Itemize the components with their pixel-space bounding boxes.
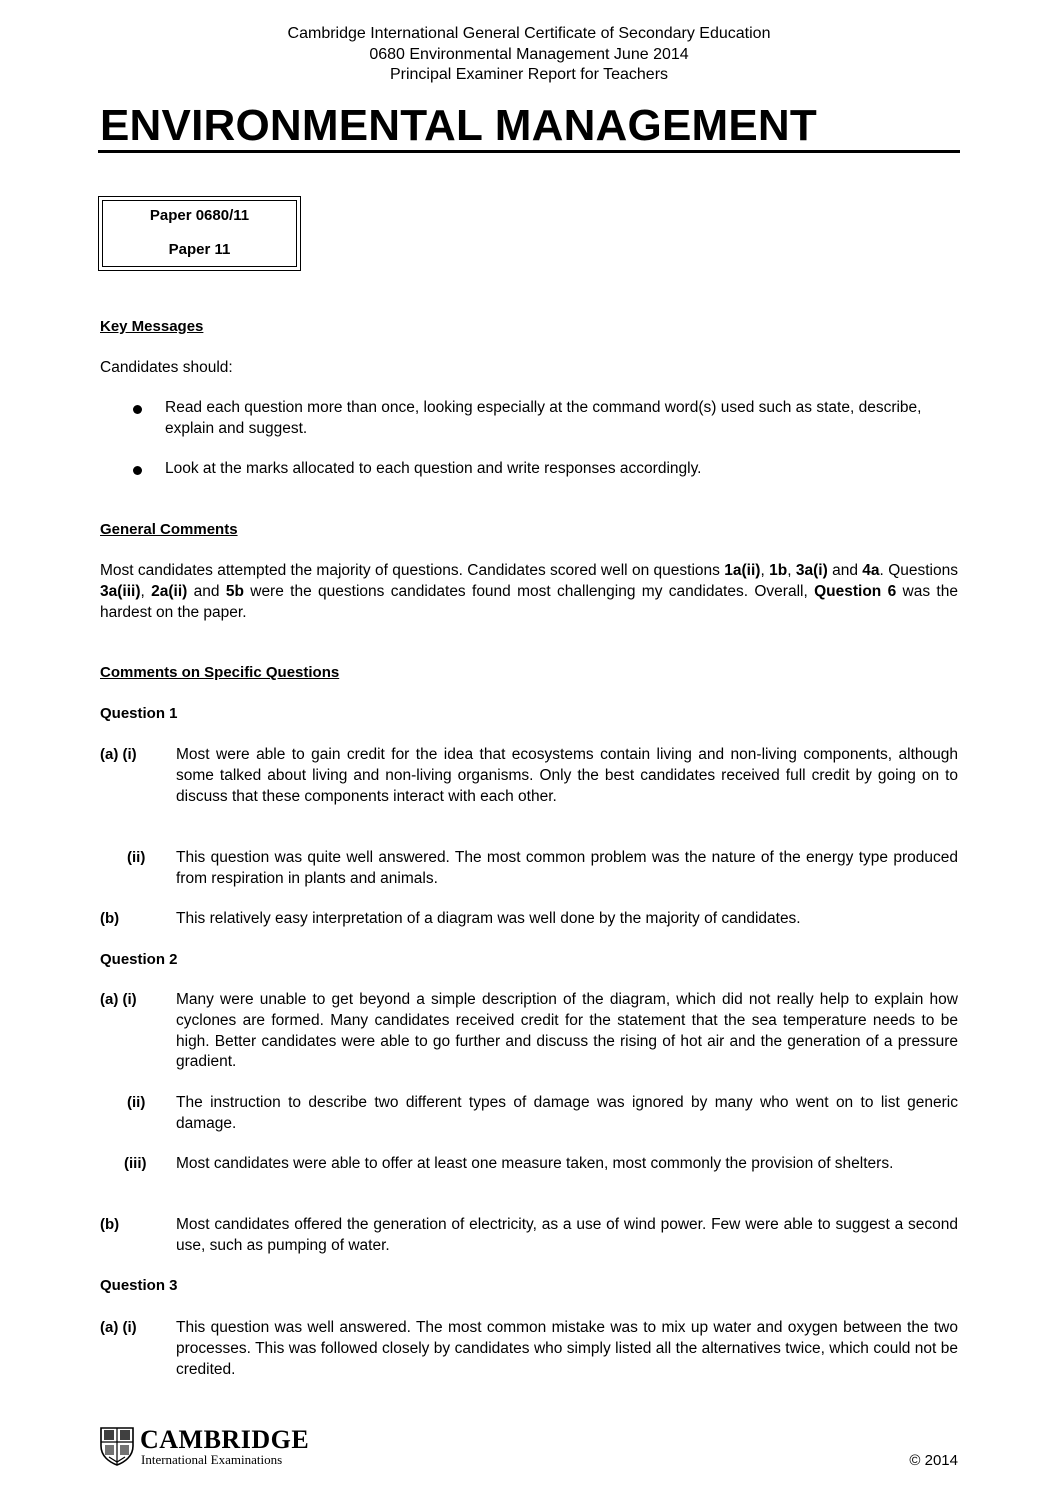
bullet-icon <box>133 466 142 475</box>
copyright-notice: © 2014 <box>909 1452 958 1469</box>
logo-wordmark: CAMBRIDGE <box>140 1425 310 1454</box>
q2-a-ii-label: (ii) <box>127 1094 146 1111</box>
q2-a-i-label: (a) (i) <box>100 991 137 1008</box>
q2-a-ii-text: The instruction to describe two different types of damage was ignored by many who went on to list generic damage. <box>176 1094 958 1132</box>
key-message-bullet-1: Read each question more than once, looking especially at the command word(s) used such as state, describe, explain and suggest. <box>165 399 922 437</box>
question-3-heading: Question 3 <box>100 1277 178 1294</box>
key-messages-heading: Key Messages <box>100 318 204 335</box>
crest-icon <box>100 1426 134 1466</box>
logo-subtitle: International Examinations <box>141 1452 283 1467</box>
q2-a-iii-text: Most candidates were able to offer at least one measure taken, most commonly the provision of shelters. <box>176 1155 894 1172</box>
page-title: ENVIRONMENTAL MANAGEMENT <box>100 101 817 150</box>
q1-a-i-label: (a) (i) <box>100 746 137 763</box>
general-comments-heading: General Comments <box>100 521 238 538</box>
q2-b-text: Most candidates offered the generation of electricity, as a use of wind power. Few were able to suggest a second use, such as pumping of water. <box>176 1216 958 1254</box>
specific-questions-heading: Comments on Specific Questions <box>100 664 340 681</box>
q3-a-i-text: This question was well answered. The most common mistake was to mix up water and oxygen between the two processes. This was followed closely by candidates who simply listed all the alternatives twice, which could not be credited. <box>176 1319 958 1378</box>
q2-a-iii-label: (iii) <box>124 1155 147 1172</box>
q1-a-ii-label: (ii) <box>127 849 146 866</box>
question-1-heading: Question 1 <box>100 705 178 722</box>
q2-a-i-text: Many were unable to get beyond a simple description of the diagram, which did not really help to explain how cyclones are formed. Many candidates received credit for the statement that the sea temperature needs to be high. Better candidates were able to go further and discuss the rising of hot air and the generation of a pressure gradient. <box>176 991 958 1071</box>
question-2-heading: Question 2 <box>100 951 178 968</box>
header-line-1: Cambridge International General Certificate of Secondary Education <box>287 25 771 42</box>
paper-number: Paper 11 <box>168 241 231 258</box>
header-line-2: 0680 Environmental Management June 2014 <box>369 45 689 63</box>
key-messages-intro: Candidates should: <box>100 359 233 376</box>
report-header <box>0 24 1058 86</box>
q3-a-i-label: (a) (i) <box>100 1319 137 1336</box>
cambridge-logo <box>100 1426 320 1468</box>
key-message-bullet-2: Look at the marks allocated to each question and write responses accordingly. <box>165 460 702 477</box>
bullet-icon <box>133 405 142 414</box>
paper-code: Paper 0680/11 <box>149 207 250 224</box>
title-divider <box>98 150 960 153</box>
q1-a-ii-text: This question was quite well answered. The most common problem was the nature of the energy type produced from respiration in plants and animals. <box>176 849 958 887</box>
q1-b-label: (b) <box>100 910 120 927</box>
q1-b-text: This relatively easy interpretation of a diagram was well done by the majority of candidates. <box>176 910 801 927</box>
header-line-3: Principal Examiner Report for Teachers <box>389 66 669 83</box>
general-comments-text: Most candidates attempted the majority of questions. Candidates scored well on questions 1a(ii), 1b, 3a(i) and 4a. Questions 3a(iii), 2a(ii) and 5b were the questions candidates found most challenging my candidates. Overall, Question 6 was the hardest on the paper. <box>100 562 958 621</box>
q1-a-i-text: Most were able to gain credit for the idea that ecosystems contain living and non-living components, although some talked about living and non-living organisms. Only the best candidates received full credit by going on to discuss that these components interact with each other. <box>176 746 958 805</box>
q2-b-label: (b) <box>100 1216 120 1233</box>
paper-box <box>98 196 301 271</box>
